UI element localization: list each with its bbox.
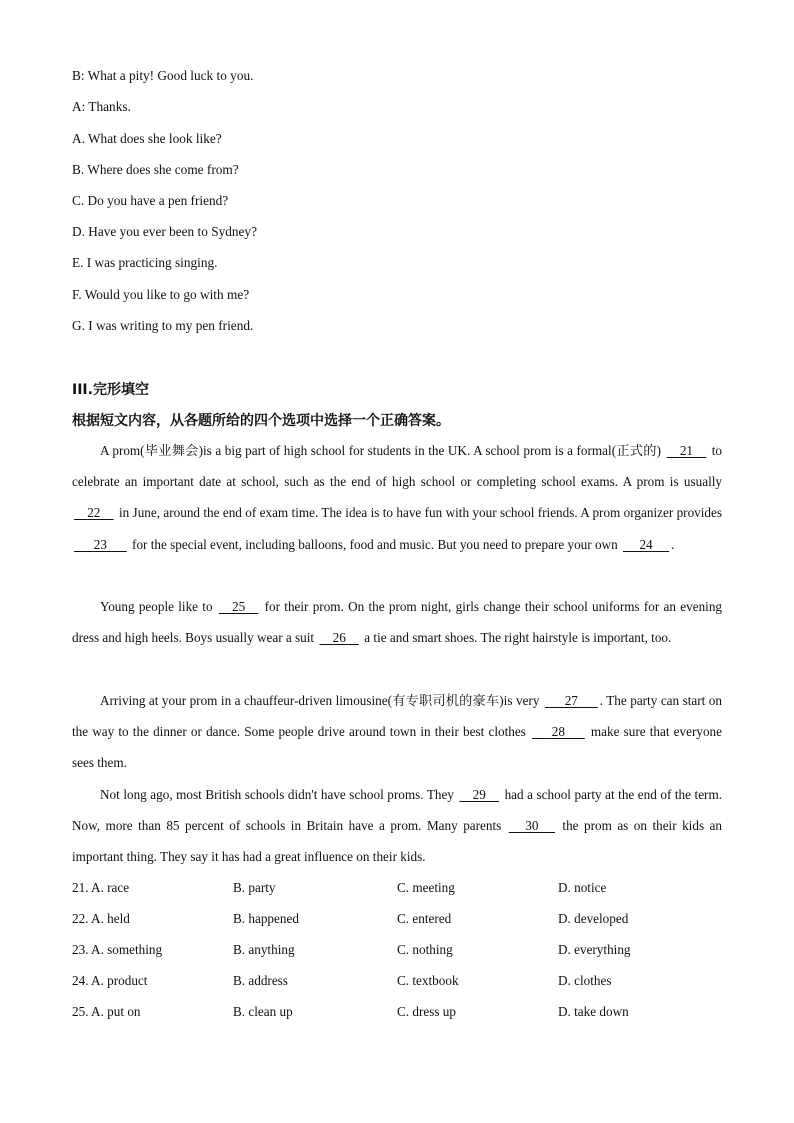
passage-text: had a school party at the end of the term. Now, more than 85 percent of schools in Britain have a prom. Many parents: [72, 787, 722, 834]
passage-text: in June, around the end of exam time. The idea is to have fun with your school friends. A prom organizer provides: [118, 505, 722, 521]
question-23-options: [72, 942, 732, 962]
option-a: 23. A. something: [72, 942, 163, 957]
answer-option: E. I was practicing singing.: [72, 255, 218, 270]
question-21-options: [72, 880, 732, 900]
question-25-options: [72, 1004, 732, 1024]
passage-text: for their prom. On the prom night, girls change their school uniforms for an evening dress and high heels. Boys usually wear a suit: [72, 599, 723, 646]
passage-text: a tie and smart shoes. The right hairstyle is important, too.: [364, 630, 672, 646]
answer-option: B. Where does she come from?: [72, 162, 239, 177]
option-a: 21. A. race: [72, 880, 130, 895]
option-b: B. anything: [233, 942, 295, 957]
passage-text: . The party can start on the way to the dinner or dance. Some people drive around town in their best clothes: [72, 693, 722, 740]
blank-23: 23: [93, 536, 107, 552]
passage-text: Young people like to: [100, 599, 213, 614]
blank-29: 29: [472, 787, 486, 802]
option-d: D. take down: [558, 1004, 629, 1019]
option-c: C. textbook: [397, 973, 459, 988]
option-b: B. address: [233, 973, 288, 988]
question-22-options: [72, 911, 732, 931]
section-title: III.完形填空: [72, 382, 149, 398]
option-d: D. developed: [558, 911, 629, 926]
blank-25: 25: [232, 599, 246, 614]
option-c: C. entered: [397, 911, 452, 926]
answer-option: D. Have you ever been to Sydney?: [72, 224, 257, 239]
option-a: 22. A. held: [72, 911, 130, 926]
option-a: 24. A. product: [72, 973, 148, 988]
option-b: B. clean up: [233, 1004, 293, 1019]
passage-text: make sure that everyone sees them.: [72, 724, 722, 771]
passage-paragraph-4: [72, 779, 722, 873]
blank-30: 30: [525, 818, 539, 834]
passage-text: Not long ago, most British schools didn't have school proms. They: [100, 787, 454, 802]
passage-text: A prom(毕业舞会)is a big part of high school for students in the UK. A school prom is a formal(正式的): [100, 443, 662, 458]
blank-28: 28: [551, 724, 565, 740]
passage-text: for the special event, including balloons, food and music. But you need to prepare your own: [132, 536, 618, 552]
section-instruction: 根据短文内容，从各题所给的四个选项中选择一个正确答案。: [72, 413, 450, 429]
option-a: 25. A. put on: [72, 1004, 141, 1019]
option-d: D. clothes: [558, 973, 612, 988]
answer-option: A. What does she look like?: [72, 131, 222, 146]
answer-option: F. Would you like to go with me?: [72, 287, 250, 302]
option-d: D. notice: [558, 880, 607, 895]
option-c: C. dress up: [397, 1004, 456, 1019]
option-c: C. nothing: [397, 942, 453, 957]
question-24-options: [72, 973, 732, 993]
blank-26: 26: [332, 630, 346, 646]
option-d: D. everything: [558, 942, 631, 957]
option-c: C. meeting: [397, 880, 455, 895]
dialogue-line: B: What a pity! Good luck to you.: [72, 68, 254, 83]
option-b: B. party: [233, 880, 276, 895]
blank-27: 27: [564, 693, 578, 708]
passage-text: the prom as on their kids an important thing. They say it has had a great influence on their kids.: [72, 818, 723, 865]
blank-22: 22: [87, 505, 101, 521]
passage-paragraph-2: [72, 591, 722, 653]
passage-text: to celebrate an important date at school, such as the end of high school or completing school exams. A prom is usually: [72, 443, 723, 490]
blank-21: 21: [679, 443, 694, 458]
blank-24: 24: [639, 536, 653, 552]
passage-paragraph-1: A prom(毕业舞会)is a big part of high school for students in the UK. A school prom is a formal(正式的) 21 to celebrate an important date at school, such as the end of high school or completing school exams. A prom is usually 22 in June, around the end of exam time. The idea is to have fun with your school friends. A prom organizer provides 23 for the special event, including balloons, food and music. But you need to prepare your own 24 .: [72, 435, 722, 560]
passage-paragraph-3: [72, 685, 722, 779]
dialogue-line: A: Thanks.: [72, 99, 131, 114]
passage-text: Arriving at your prom in a chauffeur-driven limousine(有专职司机的豪车)is very: [100, 693, 540, 708]
option-b: B. happened: [233, 911, 299, 926]
answer-option: G. I was writing to my pen friend.: [72, 318, 254, 333]
answer-option: C. Do you have a pen friend?: [72, 193, 229, 208]
